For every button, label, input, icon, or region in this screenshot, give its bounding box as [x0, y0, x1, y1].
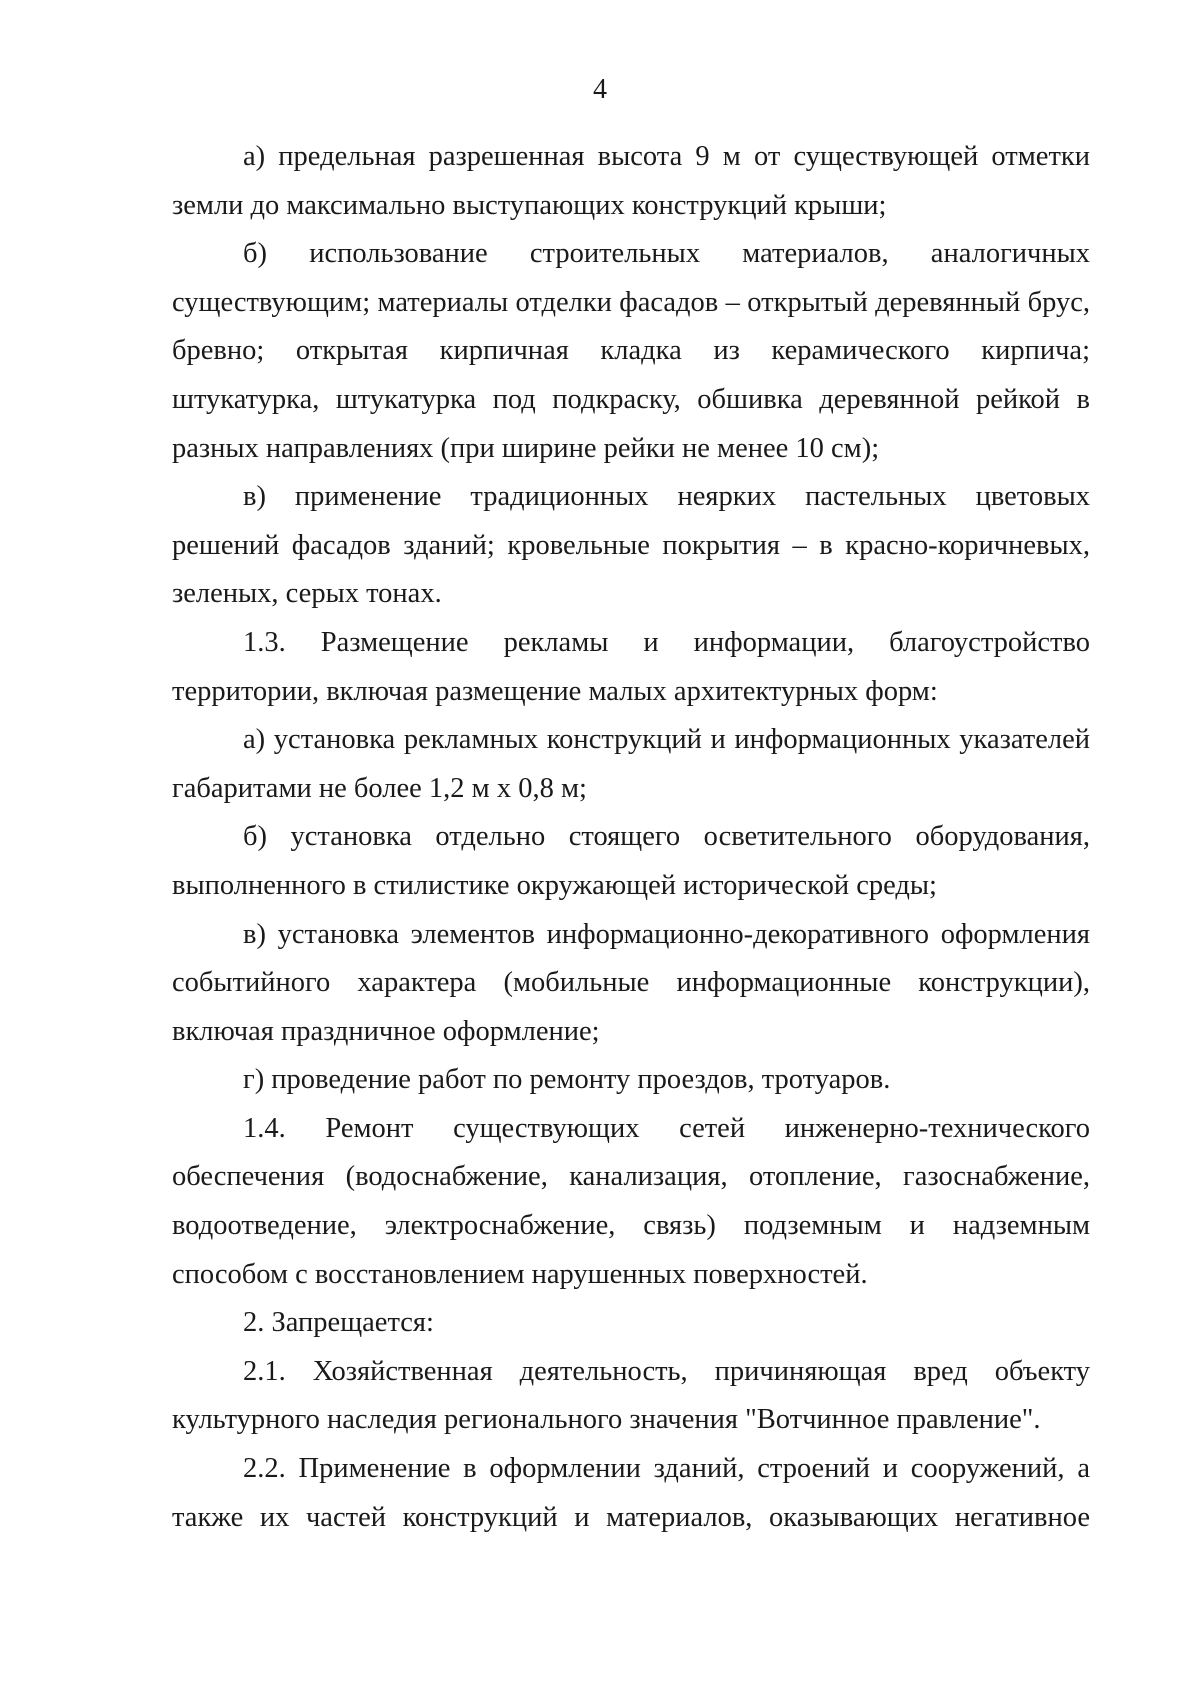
document-body: [172, 133, 1090, 1542]
page-number: 4: [593, 74, 607, 105]
paragraph-1-4-utilities: 1.4. Ремонт существующих сетей инженерно-технического обеспечения (водоснабжение, канализация, отопление, газоснабжение, водоотведение, электроснабжение, связь) подземным и надземным способом с восстановлением нарушенных поверхностей.: [172, 1112, 1090, 1290]
paragraph-v-color-solutions: в) применение традиционных неярких пастельных цветовых решений фасадов зданий; кровельные покрытия – в красно-коричневых, зеленых, серых тонах.: [172, 481, 1090, 610]
paragraph-1-3-advertising: 1.3. Размещение рекламы и информации, благоустройство территории, включая размещение малых архитектурных форм:: [172, 626, 1090, 707]
paragraph-v-decorative: в) установка элементов информационно-декоративного оформления событийного характера (мобильные информационные конструкции), включая праздничное оформление;: [172, 918, 1090, 1047]
paragraph-2-1-economic-activity: 2.1. Хозяйственная деятельность, причиняющая вред объекту культурного наследия регионального значения "Вотчинное правление".: [172, 1355, 1090, 1436]
paragraph-b-lighting: б) установка отдельно стоящего осветительного оборудования, выполненного в стилистике окружающей исторической среды;: [172, 821, 1090, 901]
paragraph-b-building-materials: б) использование строительных материалов, аналогичных существующим; материалы отделки фасадов – открытый деревянный брус, бревно; открытая кирпичная кладка из керамического кирпича; штукатурка, штукатурка под подкраску, обшивка деревянной рейкой в разных направлениях (при ширине рейки не менее 10 см);: [172, 238, 1090, 464]
paragraph-2-prohibited: 2. Запрещается:: [243, 1307, 434, 1339]
paragraph-g-road-repair: г) проведение работ по ремонту проездов, тротуаров.: [243, 1064, 891, 1096]
paragraph-a-height-limit: а) предельная разрешенная высота 9 м от существующей отметки земли до максимально выступающих конструкций крыши;: [172, 141, 1090, 221]
paragraph-a-ad-structures: а) установка рекламных конструкций и информационных указателей габаритами не более 1,2 м х 0,8 м;: [172, 724, 1090, 804]
paragraph-2-2-facade-materials: 2.2. Применение в оформлении зданий, строений и сооружений, а также их частей конструкций и материалов, оказывающих негативное: [172, 1453, 1090, 1533]
